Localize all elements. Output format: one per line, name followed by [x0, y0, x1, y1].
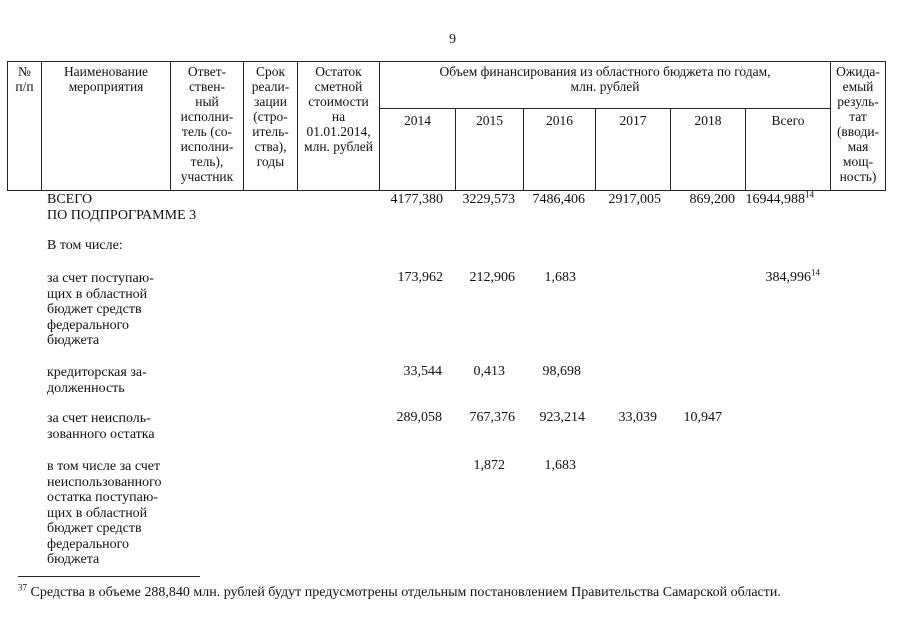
cell-total: 384,996$^{14}$ [765, 267, 820, 285]
cell-2015: 767,376 [469, 410, 515, 425]
cell-2018: 10,947 [683, 410, 722, 425]
cell-2015: 1,872 [473, 458, 505, 473]
cell-2018: 869,200 [689, 192, 735, 207]
footnote-separator [18, 576, 200, 577]
header-col-financing: Объем финансирования из областного бюджета по годам, млн. рублей [439, 64, 771, 94]
header-year-2014: 2014 [404, 113, 431, 128]
cell-2015: 0,413 [473, 364, 505, 379]
cell-2016: 1,683 [544, 270, 576, 285]
cell-2014: 289,058 [396, 410, 442, 425]
header-year-2017: 2017 [619, 113, 647, 128]
row-label-total: ВСЕГО ПО ПОДПРОГРАММЕ 3 [47, 192, 197, 223]
row-label-creditor-debt: кредиторская за- долженность [47, 365, 147, 396]
header-col-remaining-cost: Остаток сметной стоимости на 01.01.2014, млн. рублей [304, 64, 373, 154]
header-year-2015: 2015 [476, 113, 503, 128]
footnote-mark: 37 [18, 582, 27, 593]
header-col-responsible: Ответ- ствен- ный исполни- тель (со- исполни- тель), участник [180, 64, 234, 184]
cell-2014: 173,962 [397, 270, 443, 285]
header-col-number: № п/п [15, 64, 34, 94]
cell-2014: 33,544 [403, 364, 442, 379]
page-number: 9 [449, 32, 456, 47]
header-year-2018: 2018 [694, 113, 722, 128]
header-col-expected-result: Ожида- емый резуль- тат (вводи- мая мощ- ность) [836, 64, 880, 184]
row-label-unused-balance: за счет неисполь- зованного остатка [47, 411, 155, 442]
footnote-text: Средства в объеме 288,840 млн. рублей будут предусмотрены отдельным постановлением Правительства Самарской области. [30, 585, 781, 600]
row-label-unused-federal-balance: в том числе за счет неиспользованного остатка поступаю- щих в областной бюджет средств федерального бюджета [47, 459, 162, 567]
cell-2016: 1,683 [544, 458, 576, 473]
header-col-term: Срок реали- зации (стро- итель- ства), годы [251, 64, 290, 169]
cell-2016: 923,214 [539, 410, 585, 425]
header-year-2016: 2016 [546, 113, 573, 128]
cell-2016: 98,698 [542, 364, 581, 379]
table-header [7, 61, 885, 191]
row-label-federal-funds: за счет поступаю- щих в областной бюджет средств федерального бюджета [47, 271, 154, 348]
cell-2016: 7486,406 [532, 192, 585, 207]
header-total: Всего [771, 113, 805, 128]
footnote-ref: 14 [811, 267, 820, 278]
col-divider [885, 61, 886, 191]
years-top-border [379, 108, 830, 109]
header-bottom-border [7, 190, 885, 191]
footnote-ref: 14 [805, 189, 814, 200]
cell-total: 16944,988$^{14}$ [745, 189, 814, 207]
header-top-border [7, 61, 885, 62]
row-label-including: В том числе: [47, 238, 123, 253]
cell-2015: 212,906 [469, 270, 515, 285]
cell-2017: 33,039 [618, 410, 657, 425]
cell-2017: 2917,005 [608, 192, 661, 207]
header-col-name: Наименование мероприятия [63, 64, 149, 94]
footnote [18, 582, 781, 601]
cell-2014: 4177,380 [390, 192, 443, 207]
cell-2015: 3229,573 [462, 192, 515, 207]
